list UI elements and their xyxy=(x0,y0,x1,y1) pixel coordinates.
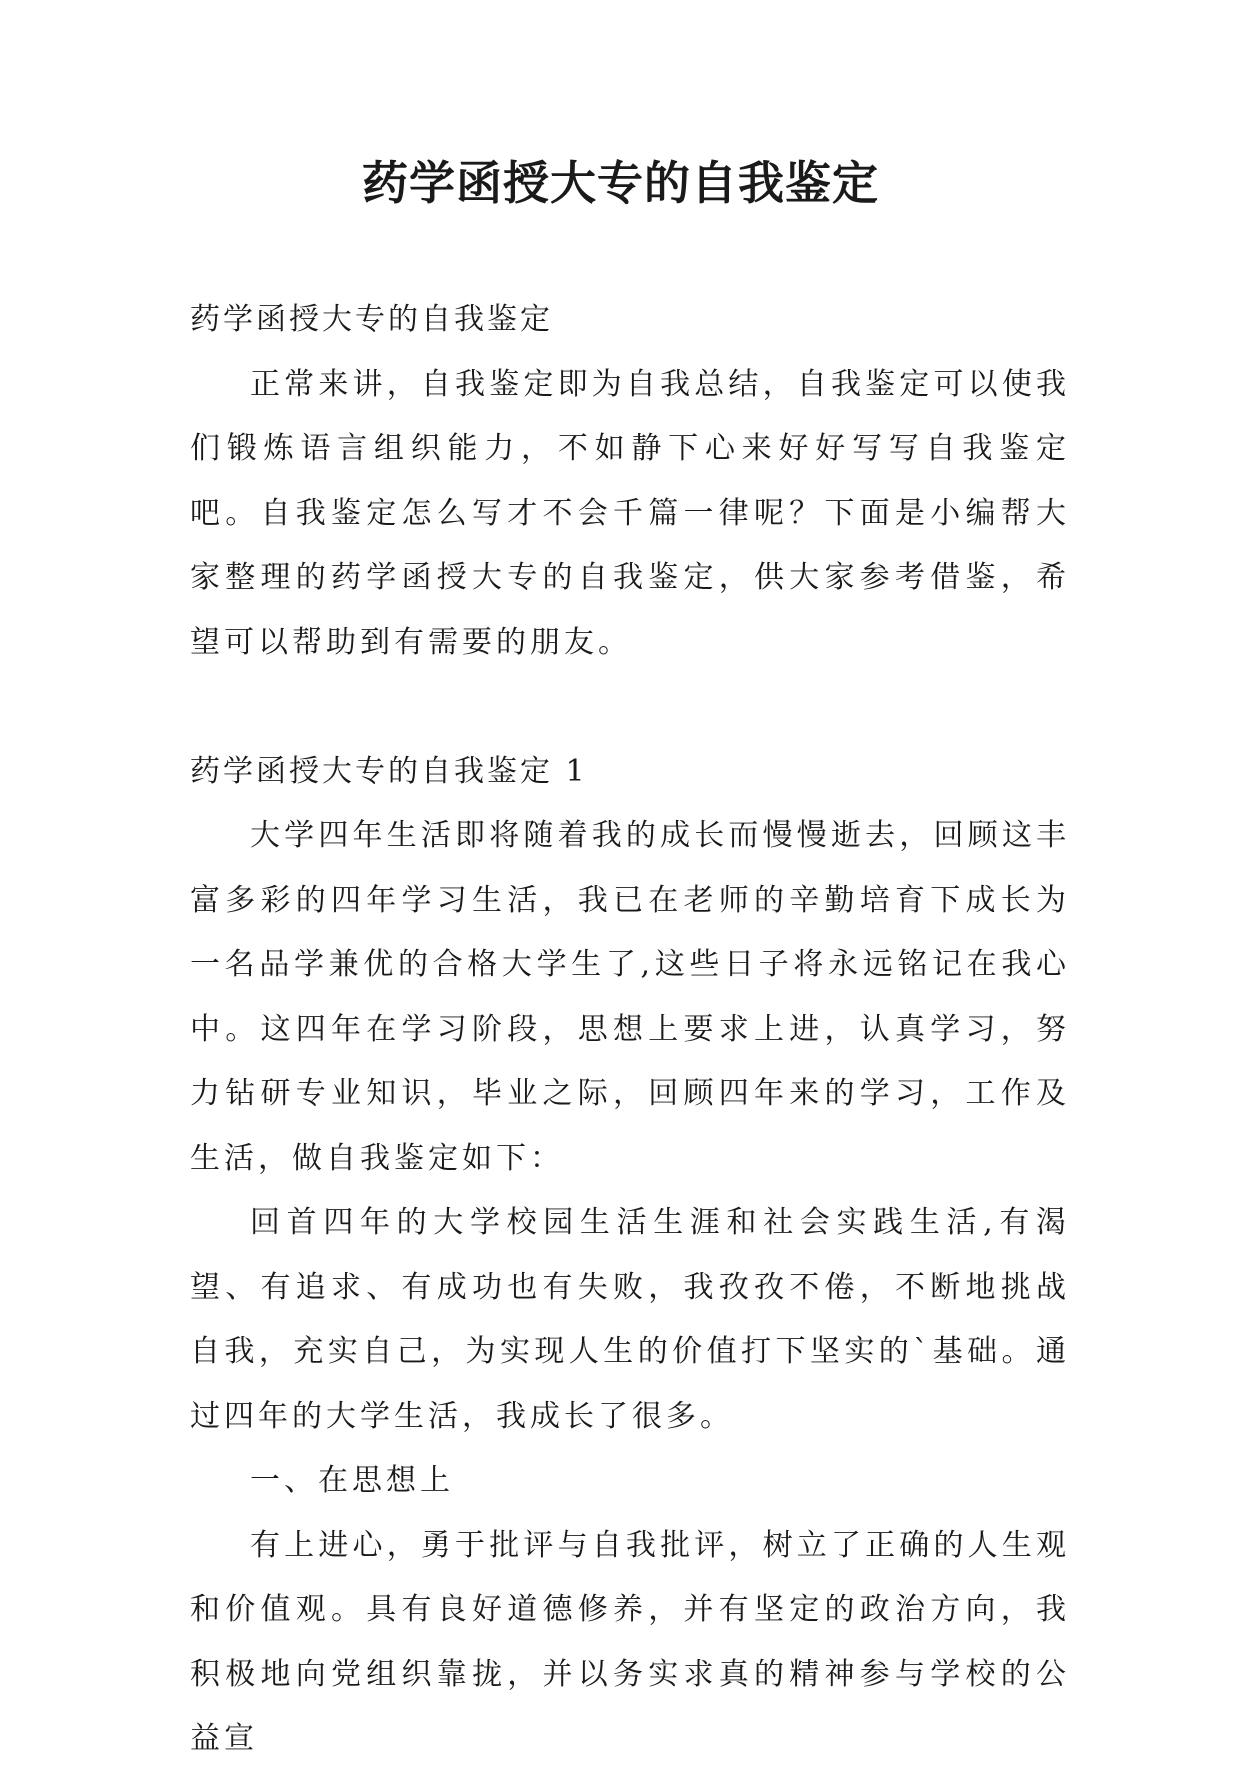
section-1-paragraph-1: 大学四年生活即将随着我的成长而慢慢逝去，回顾这丰富多彩的四年学习生活，我已在老师的辛勤培育下成长为一名品学兼优的合格大学生了,这些日子将永远铭记在我心中。这四年在学习阶段，思想上要求上进，认真学习，努力钻研专业知识，毕业之际，回顾四年来的学习，工作及生活，做自我鉴定如下： xyxy=(190,818,1070,1176)
document-title: 药学函授大专的自我鉴定 xyxy=(362,156,879,210)
intro-heading: 药学函授大专的自我鉴定 xyxy=(190,302,553,337)
section-1-paragraph-3: 有上进心，勇于批评与自我批评，树立了正确的人生观和价值观。具有良好道德修养，并有坚定的政治方向，我积极地向党组织靠拢，并以务实求真的精神参与学校的公益宣 xyxy=(190,1527,1070,1756)
section-1-heading: 药学函授大专的自我鉴定 1 xyxy=(190,753,588,789)
intro-paragraph: 正常来讲，自我鉴定即为自我总结，自我鉴定可以使我们锻炼语言组织能力，不如静下心来好好写写自我鉴定吧。自我鉴定怎么写才不会千篇一律呢？下面是小编帮大家整理的药学函授大专的自我鉴定，供大家参考借鉴，希望可以帮助到有需要的朋友。 xyxy=(190,366,1070,660)
section-1-paragraph-2: 回首四年的大学校园生活生涯和社会实践生活,有渴望、有追求、有成功也有失败，我孜孜不倦，不断地挑战自我，充实自己，为实现人生的价值打下坚实的`基础。通过四年的大学生活，我成长了很多。 xyxy=(190,1205,1070,1434)
document-body xyxy=(190,288,1070,1772)
section-1-subheading-thought: 一、在思想上 xyxy=(250,1463,454,1498)
section-spacer xyxy=(190,675,1070,740)
